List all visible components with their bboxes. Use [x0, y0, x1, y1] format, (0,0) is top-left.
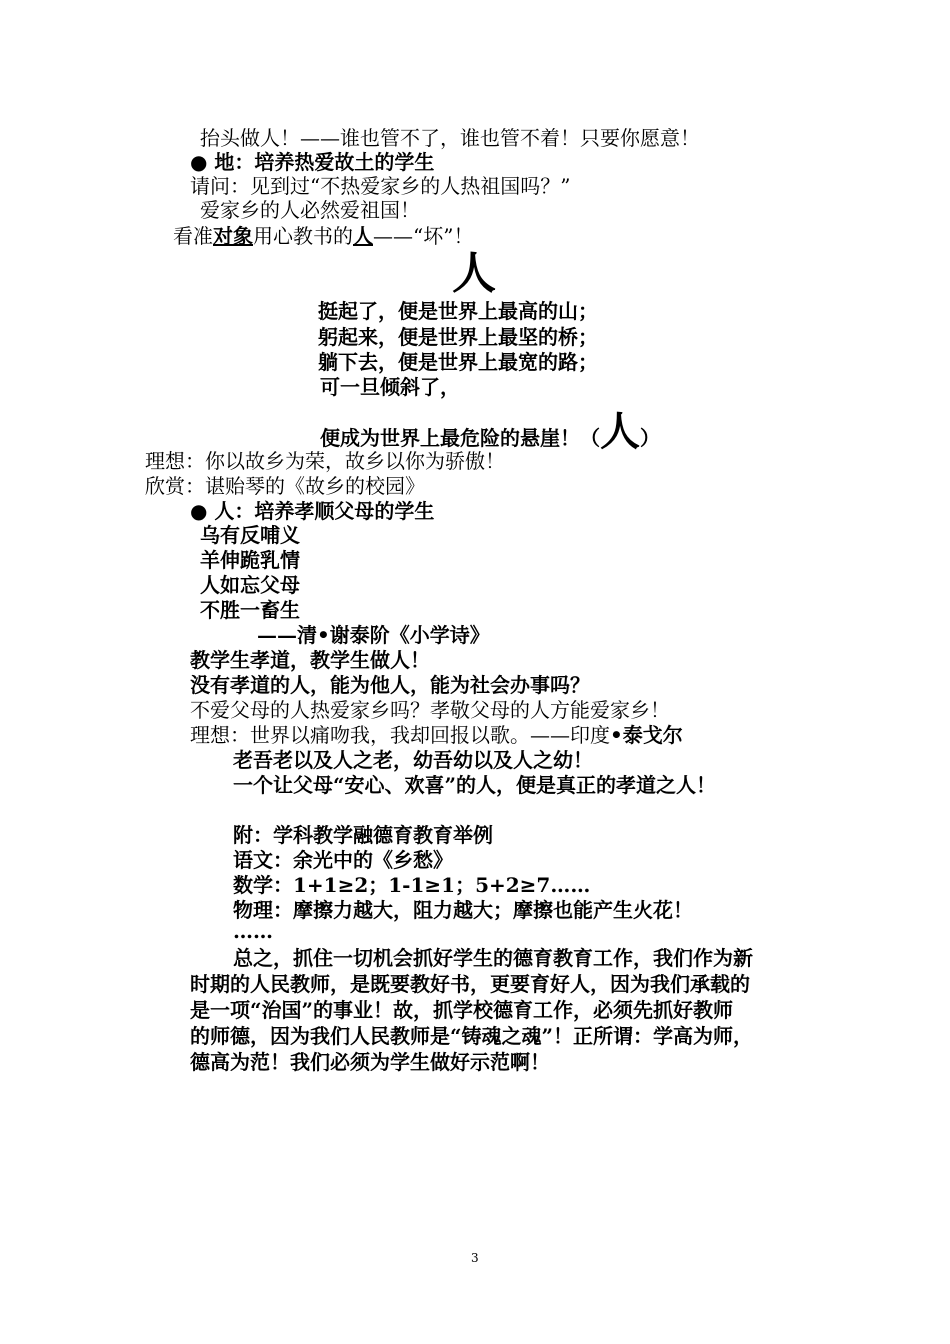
appendix-title: 附：学科教学融德育教育举例: [233, 823, 493, 847]
conclusion-line-3: 是一项“治国”的事业！故，抓学校德育工作，必须先抓好教师: [190, 998, 734, 1022]
tagore-name: •泰戈尔: [610, 723, 683, 747]
line-appreciate: 欣赏：谌贻琴的《故乡的校园》: [145, 474, 425, 498]
text-segment: 理想：世界以痛吻我，我却回报以歌。——印度: [190, 723, 610, 747]
conclusion-line-1: 总之，抓住一切机会抓好学生的德育教育工作，我们作为新: [233, 946, 753, 970]
line-love-parents: 不爱父母的人热爱家乡吗？孝敬父母的人方能爱家乡！: [190, 698, 670, 722]
verse-line-1: 乌有反哺义: [200, 523, 300, 547]
poem-line-1: 挺起了，便是世界上最高的山；: [318, 299, 598, 323]
text-segment: ）: [640, 426, 660, 450]
line-love-hometown: 爱家乡的人必然爱祖国！: [200, 198, 420, 222]
appendix-physics: 物理：摩擦力越大，阻力越大；摩擦也能产生火花！: [233, 898, 693, 922]
big-character-ren: 人: [452, 248, 496, 299]
text-segment: 便成为世界上最危险的悬崖！（: [320, 426, 600, 450]
line-filial-person: 一个让父母“安心、欢喜”的人，便是真正的孝道之人！: [233, 773, 717, 797]
line-teach-filial: 教学生孝道，教学生做人！: [190, 648, 430, 672]
conclusion-line-2: 时期的人民教师，是既要教好书，更要育好人，因为我们承载的: [190, 972, 750, 996]
tilted-ren: 人: [600, 408, 640, 455]
verse-line-4: 不胜一畜生: [200, 598, 300, 622]
poem-line-3: 躺下去，便是世界上最宽的路；: [318, 350, 598, 374]
verse-attribution: ——清•谢泰阶《小学诗》: [257, 623, 490, 647]
conclusion-line-4: 的师德，因为我们人民教师是“铸魂之魂”！正所谓：学高为师，: [190, 1024, 754, 1048]
poem-line-2: 躬起来，便是世界上最坚的桥；: [318, 325, 598, 349]
verse-line-3: 人如忘父母: [200, 573, 300, 597]
underlined-person: 人: [353, 224, 373, 248]
appendix-math: 数学：1+1≥2；1-1≥1；5+2≥7……: [233, 873, 591, 897]
line-no-filial: 没有孝道的人，能为他人，能为社会办事吗？: [190, 673, 590, 697]
text-segment: 用心教书的: [253, 224, 353, 248]
text-segment: ——“坏”！: [373, 224, 474, 248]
line-teach-target: [173, 224, 473, 248]
text-segment: 看准: [173, 224, 213, 248]
appendix-chinese: 语文：余光中的《乡愁》: [233, 848, 453, 872]
line-head-up: 抬头做人！——谁也管不了，谁也管不着！只要你愿意！: [200, 126, 700, 150]
heading-ren: ● 人：培养孝顺父母的学生: [190, 499, 435, 523]
underlined-object: 对象: [213, 224, 253, 248]
line-respect-elders: 老吾老以及人之老，幼吾幼以及人之幼！: [233, 748, 593, 772]
line-question: 请问：见到过“不热爱家乡的人热祖国吗？”: [190, 174, 571, 198]
verse-line-2: 羊伸跪乳情: [200, 548, 300, 572]
heading-di: ● 地：培养热爱故土的学生: [190, 150, 435, 174]
appendix-ellipsis: ……: [233, 919, 273, 943]
line-ideal-tagore: [190, 723, 683, 747]
poem-line-5: [320, 408, 660, 455]
conclusion-line-5: 德高为范！我们必须为学生做好示范啊！: [190, 1050, 550, 1074]
line-ideal-hometown: 理想：你以故乡为荣，故乡以你为骄傲！: [145, 449, 505, 473]
page-number: 3: [471, 1251, 479, 1265]
poem-line-4: 可一旦倾斜了，: [320, 375, 460, 399]
